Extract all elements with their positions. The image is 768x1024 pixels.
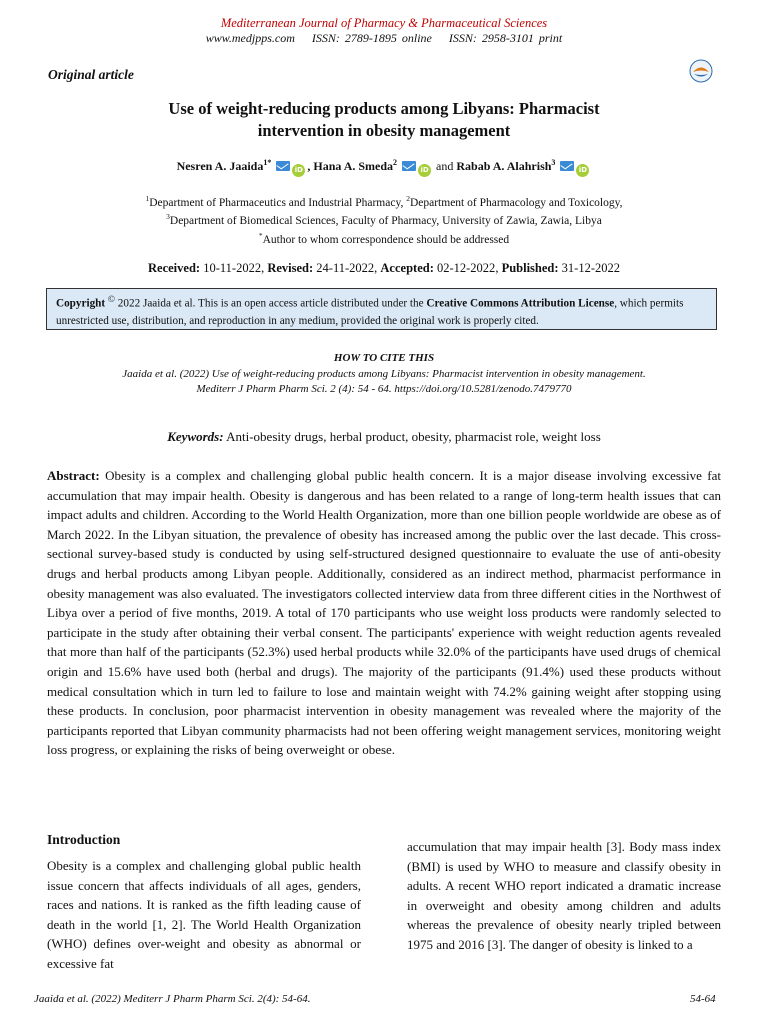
abstract-text: Obesity is a complex and challenging global public health concern. It is a major disease involving excessive fat accumulation that may impair health. Obesity is dangerous and has been related to a range of long-term health issues that can impact adults and children. According to the World Health Organization, more than one billion people worldwide are obese as of March 2022. In the Libyan situation, the prevalence of obesity has increased among the public over the last decade. This cross-sectional survey-based study is conducted by using self-structured designed questionnaire to evaluate the use of anti-obesity drugs and herbal products among Libyan people. Additionally, considered as an indirect method, pharmacist performance in obesity management was also evaluated. The investigators collected interview data from three different cities in the Northwest of Libya over a period of five months, 2019. A total of 170 participants who use weight loss products were randomly selected to participate in the study after obtaining their verbal consent. The participants' experience with weight reduction agents revealed that more than half of the participants (52.3%) used herbal products while 32.0% of the participants have used drugs of chemical origin and 15.6% have used both (herbal and drugs). The majority of the participants (91.4%) used these products without medical consultation which in turn led to failure to lose and maintain weight with 74.2% gaining weight after stopping using these products. In conclusion, poor pharmacist intervention in obesity management was revealed where the majority of the participants reported that Libyan community pharmacists had not been offering weight management services, monitoring weight loss progress, or explaining the risks of being overweight or obese. bbox=[47, 468, 721, 758]
title-line-1: Use of weight-reducing products among Libyans: Pharmacist bbox=[168, 99, 600, 118]
affil-mark: 3 bbox=[166, 212, 170, 222]
footer-citation: Jaaida et al. (2022) Mediterr J Pharm Pharm Sci. 2(4): 54-64. bbox=[34, 993, 311, 1005]
orcid-icon[interactable]: iD bbox=[292, 164, 305, 177]
issn-online: ISSN: 2789-1895 online bbox=[311, 31, 432, 45]
article-title bbox=[60, 98, 708, 142]
affil-text: Department of Biomedical Sciences, Faculty of Pharmacy, University of Zawia, Zawia, Libya bbox=[169, 215, 602, 228]
mail-icon[interactable] bbox=[276, 161, 290, 171]
mail-icon[interactable] bbox=[402, 161, 416, 171]
affil-mark: 1 bbox=[145, 194, 150, 203]
published-label: Published: bbox=[501, 261, 559, 275]
author-and: and bbox=[436, 159, 454, 173]
keywords bbox=[0, 429, 768, 445]
introduction-left-column: Obesity is a complex and challenging global public health issue concern that affects individuals of all ages, genders, races and nations. It is ranked as the fifth leading cause of death in the world [1, 2]. The World Health Organization (WHO) defines over-weight and obesity as abnormal or excessive fat bbox=[47, 858, 361, 971]
journal-meta bbox=[0, 31, 768, 46]
affiliation-line-1 bbox=[0, 192, 768, 210]
correspondence-note bbox=[0, 229, 768, 247]
accepted-label: Accepted: bbox=[380, 261, 434, 275]
abstract-label: Abstract: bbox=[47, 468, 100, 483]
abstract bbox=[47, 466, 721, 760]
title-line-2: intervention in obesity management bbox=[257, 121, 511, 140]
citation-heading: HOW TO CITE THIS bbox=[333, 352, 435, 364]
citation-doi[interactable]: Mediterr J Pharm Pharm Sci. 2 (4): 54 - 64. https://doi.org/10.5281/zenodo.7479770 bbox=[196, 383, 572, 395]
issn-print: ISSN: 2958-3101 print bbox=[448, 31, 563, 45]
revised-date: 24-11-2022 bbox=[316, 261, 375, 275]
received-date: 10-11-2022 bbox=[203, 261, 262, 275]
author-1-name: Nesren A. Jaaida bbox=[176, 159, 264, 173]
accepted-date: 02-12-2022 bbox=[436, 261, 496, 275]
keywords-list: Anti-obesity drugs, herbal product, obesity, pharmacist role, weight loss bbox=[223, 429, 601, 444]
author-list bbox=[0, 154, 768, 177]
keywords-label: Keywords: bbox=[167, 429, 224, 444]
journal-website-link[interactable]: www.medjpps.com bbox=[205, 31, 295, 45]
received-label: Received: bbox=[148, 261, 201, 275]
copyright-text-2: , which permits unrestricted use, distribution, and reproduction in any medium, provided the original work is properly cited. bbox=[56, 297, 684, 327]
affiliations bbox=[0, 192, 768, 247]
published-date: 31-12-2022 bbox=[561, 261, 620, 275]
article-type: Original article bbox=[48, 67, 134, 82]
mail-icon[interactable] bbox=[560, 161, 574, 171]
license-link[interactable]: Creative Commons Attribution License bbox=[426, 297, 615, 310]
footer-page-range: 54-64 bbox=[690, 993, 716, 1005]
introduction-right-column: accumulation that may impair health [3]. Body mass index (BMI) is used by WHO to measure and classify obesity in adults. A recent WHO report indicated a dramatic increase in overweight and obesity among children and adults whereas the prevalence of obesity nearly tripled between 1975 and 2016 [3]. The danger of obesity is linked to a bbox=[407, 839, 721, 952]
article-dates: Received: 10-11-2022, Revised: 24-11-2022, Accepted: 02-12-2022, Published: 31-12-2022 bbox=[148, 261, 620, 275]
author-2-name: Hana A. Smeda bbox=[313, 159, 394, 173]
copyright-symbol: © bbox=[107, 295, 115, 305]
affil-mark: * bbox=[258, 230, 263, 240]
author-1-affil-mark: 1* bbox=[263, 158, 272, 167]
copyright-notice bbox=[46, 288, 717, 330]
affil-text: Department of Pharmacology and Toxicology, bbox=[409, 196, 623, 209]
affil-text: Department of Pharmaceutics and Industrial Pharmacy, bbox=[149, 196, 407, 209]
journal-logo-icon bbox=[689, 59, 713, 83]
author-3-affil-mark: 3 bbox=[551, 158, 556, 167]
citation-text bbox=[60, 367, 708, 397]
journal-name: Mediterranean Journal of Pharmacy & Pharmaceutical Sciences bbox=[220, 16, 548, 30]
affiliation-line-2 bbox=[0, 210, 768, 228]
orcid-icon[interactable]: iD bbox=[418, 164, 431, 177]
author-separator: , bbox=[307, 159, 311, 173]
orcid-icon[interactable]: iD bbox=[576, 164, 589, 177]
author-2-affil-mark: 2 bbox=[393, 158, 398, 167]
affil-text: Author to whom correspondence should be addressed bbox=[262, 233, 510, 246]
citation-line-1: Jaaida et al. (2022) Use of weight-reducing products among Libyans: Pharmacist intervention in obesity management. bbox=[122, 368, 646, 380]
copyright-label: Copyright bbox=[56, 297, 106, 310]
introduction-heading: Introduction bbox=[47, 832, 121, 847]
affil-mark: 2 bbox=[406, 194, 410, 203]
author-3-name: Rabab A. Alahrish bbox=[456, 159, 552, 173]
copyright-text-1: 2022 Jaaida et al. This is an open access article distributed under the bbox=[115, 297, 427, 310]
revised-label: Revised: bbox=[267, 261, 314, 275]
